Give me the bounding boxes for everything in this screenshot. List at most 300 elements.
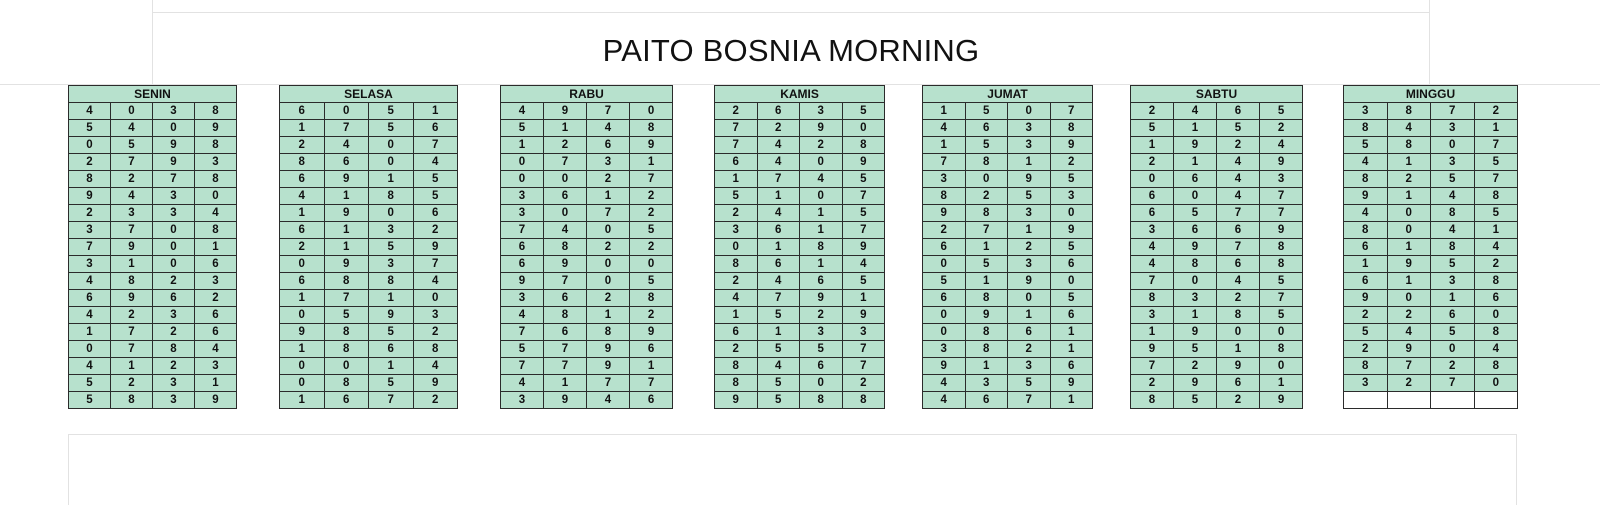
result-cell[interactable]: 2 <box>1344 341 1388 358</box>
result-cell[interactable]: 5 <box>69 375 111 392</box>
result-cell[interactable]: 9 <box>544 103 587 120</box>
result-cell[interactable]: 0 <box>630 256 673 273</box>
result-cell[interactable]: 4 <box>195 205 237 222</box>
result-cell[interactable]: 2 <box>153 358 195 375</box>
result-cell[interactable]: 7 <box>1131 273 1174 290</box>
result-cell[interactable]: 3 <box>1050 188 1093 205</box>
result-cell[interactable]: 3 <box>153 307 195 324</box>
result-cell[interactable]: 1 <box>800 222 843 239</box>
result-cell[interactable]: 8 <box>630 290 673 307</box>
result-cell[interactable]: 9 <box>1344 188 1388 205</box>
result-cell[interactable]: 2 <box>757 120 800 137</box>
result-cell[interactable]: 6 <box>195 324 237 341</box>
result-cell[interactable]: 4 <box>1431 188 1475 205</box>
result-cell[interactable]: 9 <box>544 392 587 409</box>
result-cell[interactable]: 1 <box>965 358 1008 375</box>
result-cell[interactable]: 2 <box>1474 256 1518 273</box>
result-cell[interactable]: 0 <box>1131 171 1174 188</box>
result-cell[interactable]: 1 <box>1387 239 1431 256</box>
result-cell[interactable]: 1 <box>630 358 673 375</box>
result-cell[interactable]: 2 <box>1174 358 1217 375</box>
result-cell[interactable]: 6 <box>1050 256 1093 273</box>
result-cell[interactable]: 6 <box>630 341 673 358</box>
result-cell[interactable]: 2 <box>1131 103 1174 120</box>
result-cell[interactable]: 4 <box>413 358 458 375</box>
result-cell[interactable]: 4 <box>69 273 111 290</box>
result-cell[interactable]: 1 <box>1217 341 1260 358</box>
result-cell[interactable]: 9 <box>1387 341 1431 358</box>
result-cell[interactable]: 0 <box>842 120 885 137</box>
result-cell[interactable]: 9 <box>965 307 1008 324</box>
result-cell[interactable]: 6 <box>280 171 325 188</box>
result-cell[interactable]: 2 <box>413 324 458 341</box>
result-cell[interactable]: 7 <box>1131 358 1174 375</box>
result-cell[interactable]: 3 <box>69 256 111 273</box>
result-cell[interactable]: 0 <box>69 137 111 154</box>
result-cell[interactable]: 8 <box>1131 290 1174 307</box>
result-cell[interactable]: 4 <box>1131 256 1174 273</box>
result-cell[interactable]: 6 <box>280 222 325 239</box>
result-cell[interactable]: 0 <box>965 171 1008 188</box>
result-cell[interactable]: 5 <box>501 120 544 137</box>
result-cell[interactable]: 7 <box>715 137 758 154</box>
result-cell[interactable]: 3 <box>1008 120 1051 137</box>
result-cell[interactable]: 5 <box>69 120 111 137</box>
result-cell[interactable]: 2 <box>153 324 195 341</box>
result-cell[interactable]: 5 <box>324 307 369 324</box>
result-cell[interactable]: 6 <box>800 358 843 375</box>
result-cell[interactable]: 8 <box>842 137 885 154</box>
result-cell[interactable]: 9 <box>324 256 369 273</box>
result-cell[interactable]: 3 <box>842 324 885 341</box>
result-cell[interactable]: 3 <box>1008 256 1051 273</box>
result-cell[interactable]: 3 <box>965 375 1008 392</box>
result-cell[interactable]: 9 <box>413 239 458 256</box>
result-cell[interactable]: 8 <box>715 375 758 392</box>
result-cell[interactable]: 1 <box>1131 324 1174 341</box>
result-cell[interactable]: 2 <box>842 375 885 392</box>
result-cell[interactable]: 1 <box>800 256 843 273</box>
result-cell[interactable]: 1 <box>1387 273 1431 290</box>
result-cell[interactable]: 9 <box>195 120 237 137</box>
result-cell[interactable]: 2 <box>1131 154 1174 171</box>
result-cell[interactable]: 0 <box>544 205 587 222</box>
result-cell[interactable]: 4 <box>501 103 544 120</box>
result-cell[interactable]: 3 <box>587 154 630 171</box>
result-cell[interactable] <box>1344 392 1388 409</box>
result-cell[interactable]: 0 <box>1431 341 1475 358</box>
result-cell[interactable]: 5 <box>842 273 885 290</box>
result-cell[interactable]: 1 <box>195 375 237 392</box>
result-cell[interactable]: 0 <box>1431 137 1475 154</box>
result-cell[interactable]: 1 <box>757 188 800 205</box>
result-cell[interactable]: 9 <box>280 324 325 341</box>
result-cell[interactable]: 6 <box>280 273 325 290</box>
result-cell[interactable]: 9 <box>324 171 369 188</box>
result-cell[interactable]: 1 <box>1050 341 1093 358</box>
result-cell[interactable]: 6 <box>1474 290 1518 307</box>
result-cell[interactable]: 6 <box>195 256 237 273</box>
result-cell[interactable]: 3 <box>501 188 544 205</box>
result-cell[interactable]: 3 <box>1431 154 1475 171</box>
result-cell[interactable]: 1 <box>369 358 414 375</box>
result-cell[interactable]: 6 <box>965 392 1008 409</box>
result-cell[interactable]: 7 <box>1217 239 1260 256</box>
result-cell[interactable]: 7 <box>842 188 885 205</box>
result-cell[interactable]: 5 <box>630 273 673 290</box>
result-cell[interactable]: 9 <box>153 154 195 171</box>
result-cell[interactable]: 6 <box>1050 358 1093 375</box>
result-cell[interactable]: 3 <box>1008 358 1051 375</box>
result-cell[interactable]: 5 <box>757 375 800 392</box>
result-cell[interactable]: 1 <box>413 103 458 120</box>
result-cell[interactable]: 3 <box>715 222 758 239</box>
result-cell[interactable]: 4 <box>69 307 111 324</box>
result-cell[interactable]: 9 <box>501 273 544 290</box>
result-cell[interactable]: 1 <box>715 307 758 324</box>
result-cell[interactable]: 0 <box>1260 358 1303 375</box>
result-cell[interactable]: 8 <box>1260 341 1303 358</box>
result-cell[interactable]: 1 <box>800 205 843 222</box>
result-cell[interactable]: 2 <box>111 375 153 392</box>
result-cell[interactable]: 5 <box>965 137 1008 154</box>
result-cell[interactable]: 4 <box>1260 137 1303 154</box>
result-cell[interactable]: 2 <box>715 341 758 358</box>
result-cell[interactable]: 0 <box>1474 375 1518 392</box>
result-cell[interactable]: 5 <box>111 137 153 154</box>
result-cell[interactable]: 3 <box>195 273 237 290</box>
result-cell[interactable]: 4 <box>280 188 325 205</box>
result-cell[interactable]: 9 <box>1174 324 1217 341</box>
result-cell[interactable]: 0 <box>1050 205 1093 222</box>
result-cell[interactable]: 8 <box>324 375 369 392</box>
result-cell[interactable]: 5 <box>965 256 1008 273</box>
result-cell[interactable]: 0 <box>1008 103 1051 120</box>
result-cell[interactable]: 9 <box>923 358 966 375</box>
result-cell[interactable]: 2 <box>1217 290 1260 307</box>
result-cell[interactable]: 8 <box>1387 137 1431 154</box>
result-cell[interactable]: 8 <box>1431 205 1475 222</box>
result-cell[interactable]: 9 <box>369 307 414 324</box>
result-cell[interactable]: 3 <box>369 222 414 239</box>
result-cell[interactable]: 2 <box>69 154 111 171</box>
result-cell[interactable]: 8 <box>280 154 325 171</box>
result-cell[interactable]: 0 <box>715 239 758 256</box>
result-cell[interactable]: 5 <box>1008 375 1051 392</box>
result-cell[interactable]: 2 <box>965 188 1008 205</box>
result-cell[interactable]: 2 <box>715 273 758 290</box>
result-cell[interactable]: 8 <box>195 103 237 120</box>
result-cell[interactable]: 0 <box>1260 324 1303 341</box>
result-cell[interactable] <box>1431 392 1475 409</box>
result-cell[interactable]: 5 <box>1344 137 1388 154</box>
result-cell[interactable]: 2 <box>111 307 153 324</box>
result-cell[interactable]: 3 <box>195 358 237 375</box>
result-cell[interactable]: 6 <box>757 222 800 239</box>
result-cell[interactable]: 8 <box>153 341 195 358</box>
result-cell[interactable]: 0 <box>630 103 673 120</box>
result-cell[interactable]: 7 <box>842 222 885 239</box>
result-cell[interactable]: 7 <box>587 375 630 392</box>
result-cell[interactable]: 8 <box>1260 239 1303 256</box>
result-cell[interactable]: 6 <box>1344 239 1388 256</box>
result-cell[interactable]: 7 <box>715 120 758 137</box>
result-cell[interactable]: 2 <box>280 239 325 256</box>
result-cell[interactable]: 3 <box>923 171 966 188</box>
result-cell[interactable]: 9 <box>842 239 885 256</box>
result-cell[interactable]: 6 <box>280 103 325 120</box>
result-cell[interactable]: 2 <box>1474 103 1518 120</box>
result-cell[interactable]: 3 <box>153 188 195 205</box>
result-cell[interactable]: 6 <box>757 103 800 120</box>
result-cell[interactable]: 4 <box>1217 154 1260 171</box>
result-cell[interactable]: 4 <box>757 137 800 154</box>
result-cell[interactable]: 8 <box>369 188 414 205</box>
result-cell[interactable]: 8 <box>800 392 843 409</box>
result-cell[interactable]: 9 <box>324 205 369 222</box>
result-cell[interactable]: 6 <box>369 341 414 358</box>
result-cell[interactable]: 2 <box>1387 171 1431 188</box>
result-cell[interactable]: 6 <box>630 392 673 409</box>
result-cell[interactable]: 0 <box>923 256 966 273</box>
result-cell[interactable]: 0 <box>280 307 325 324</box>
result-cell[interactable]: 0 <box>544 171 587 188</box>
result-cell[interactable]: 7 <box>630 375 673 392</box>
result-cell[interactable]: 5 <box>1344 324 1388 341</box>
result-cell[interactable]: 5 <box>413 188 458 205</box>
result-cell[interactable]: 3 <box>1008 205 1051 222</box>
result-cell[interactable]: 1 <box>1474 222 1518 239</box>
result-cell[interactable]: 3 <box>1260 171 1303 188</box>
result-cell[interactable]: 4 <box>111 188 153 205</box>
result-cell[interactable]: 9 <box>800 120 843 137</box>
result-cell[interactable]: 4 <box>195 341 237 358</box>
result-cell[interactable]: 8 <box>1344 171 1388 188</box>
result-cell[interactable]: 7 <box>1008 392 1051 409</box>
result-cell[interactable]: 9 <box>715 392 758 409</box>
result-cell[interactable]: 5 <box>501 341 544 358</box>
result-cell[interactable]: 4 <box>1217 188 1260 205</box>
result-cell[interactable]: 6 <box>923 239 966 256</box>
result-cell[interactable]: 9 <box>1131 341 1174 358</box>
result-cell[interactable]: 1 <box>630 154 673 171</box>
result-cell[interactable]: 3 <box>501 392 544 409</box>
result-cell[interactable]: 6 <box>1217 256 1260 273</box>
result-cell[interactable]: 1 <box>195 239 237 256</box>
result-cell[interactable]: 9 <box>1008 171 1051 188</box>
result-cell[interactable]: 5 <box>369 375 414 392</box>
result-cell[interactable]: 8 <box>965 324 1008 341</box>
result-cell[interactable]: 7 <box>413 137 458 154</box>
result-cell[interactable]: 9 <box>1174 239 1217 256</box>
result-cell[interactable]: 8 <box>1131 392 1174 409</box>
result-cell[interactable]: 6 <box>195 307 237 324</box>
result-cell[interactable]: 5 <box>1260 273 1303 290</box>
result-cell[interactable]: 3 <box>1344 103 1388 120</box>
result-cell[interactable]: 3 <box>195 154 237 171</box>
result-cell[interactable]: 7 <box>544 358 587 375</box>
result-cell[interactable]: 6 <box>413 120 458 137</box>
result-cell[interactable]: 7 <box>413 256 458 273</box>
result-cell[interactable]: 0 <box>369 205 414 222</box>
result-cell[interactable]: 7 <box>501 324 544 341</box>
result-cell[interactable]: 6 <box>1174 222 1217 239</box>
result-cell[interactable]: 7 <box>324 120 369 137</box>
result-cell[interactable]: 4 <box>587 392 630 409</box>
result-cell[interactable]: 1 <box>1050 392 1093 409</box>
result-cell[interactable]: 1 <box>1387 154 1431 171</box>
result-cell[interactable]: 8 <box>1217 307 1260 324</box>
result-cell[interactable]: 1 <box>280 120 325 137</box>
result-cell[interactable]: 4 <box>923 375 966 392</box>
result-cell[interactable]: 7 <box>111 324 153 341</box>
result-cell[interactable]: 1 <box>1174 120 1217 137</box>
day-header[interactable]: SABTU <box>1131 86 1303 103</box>
result-cell[interactable]: 2 <box>800 137 843 154</box>
result-cell[interactable]: 2 <box>1008 341 1051 358</box>
result-cell[interactable]: 6 <box>715 324 758 341</box>
result-cell[interactable]: 9 <box>842 307 885 324</box>
result-cell[interactable]: 5 <box>1050 171 1093 188</box>
result-cell[interactable]: 2 <box>69 205 111 222</box>
result-cell[interactable]: 5 <box>1174 341 1217 358</box>
result-cell[interactable]: 7 <box>1217 205 1260 222</box>
result-cell[interactable]: 2 <box>800 307 843 324</box>
result-cell[interactable]: 1 <box>965 239 1008 256</box>
result-cell[interactable]: 1 <box>324 239 369 256</box>
result-cell[interactable]: 8 <box>413 341 458 358</box>
result-cell[interactable]: 2 <box>153 273 195 290</box>
result-cell[interactable]: 3 <box>923 341 966 358</box>
result-cell[interactable]: 1 <box>587 188 630 205</box>
result-cell[interactable]: 7 <box>1474 171 1518 188</box>
result-cell[interactable]: 0 <box>923 307 966 324</box>
result-cell[interactable]: 3 <box>69 222 111 239</box>
result-cell[interactable]: 0 <box>69 341 111 358</box>
result-cell[interactable]: 8 <box>1050 120 1093 137</box>
result-cell[interactable]: 5 <box>923 273 966 290</box>
result-cell[interactable]: 9 <box>587 358 630 375</box>
result-cell[interactable]: 1 <box>324 188 369 205</box>
result-cell[interactable]: 0 <box>587 222 630 239</box>
result-cell[interactable]: 9 <box>1344 290 1388 307</box>
result-cell[interactable]: 8 <box>69 171 111 188</box>
result-cell[interactable]: 6 <box>1217 222 1260 239</box>
result-cell[interactable]: 4 <box>413 154 458 171</box>
result-cell[interactable]: 7 <box>1260 188 1303 205</box>
result-cell[interactable]: 1 <box>280 290 325 307</box>
result-cell[interactable]: 3 <box>111 205 153 222</box>
result-cell[interactable]: 4 <box>757 358 800 375</box>
result-cell[interactable]: 9 <box>1050 375 1093 392</box>
result-cell[interactable]: 4 <box>1344 154 1388 171</box>
result-cell[interactable]: 0 <box>800 188 843 205</box>
result-cell[interactable]: 1 <box>280 341 325 358</box>
result-cell[interactable]: 6 <box>965 120 1008 137</box>
result-cell[interactable]: 1 <box>544 120 587 137</box>
result-cell[interactable]: 9 <box>842 154 885 171</box>
result-cell[interactable]: 1 <box>369 171 414 188</box>
result-cell[interactable]: 7 <box>1050 103 1093 120</box>
result-cell[interactable]: 9 <box>923 205 966 222</box>
result-cell[interactable]: 4 <box>501 375 544 392</box>
result-cell[interactable]: 3 <box>1008 137 1051 154</box>
result-cell[interactable]: 1 <box>1050 324 1093 341</box>
result-cell[interactable]: 5 <box>1474 205 1518 222</box>
result-cell[interactable]: 0 <box>1474 307 1518 324</box>
result-cell[interactable]: 7 <box>1260 205 1303 222</box>
result-cell[interactable]: 8 <box>965 290 1008 307</box>
result-cell[interactable]: 5 <box>1431 171 1475 188</box>
day-header[interactable]: SELASA <box>280 86 458 103</box>
result-cell[interactable]: 5 <box>1174 392 1217 409</box>
result-cell[interactable]: 6 <box>501 256 544 273</box>
result-cell[interactable]: 8 <box>1260 256 1303 273</box>
result-cell[interactable]: 0 <box>153 256 195 273</box>
result-cell[interactable]: 8 <box>369 273 414 290</box>
result-cell[interactable]: 9 <box>1387 256 1431 273</box>
result-cell[interactable]: 0 <box>413 290 458 307</box>
result-cell[interactable]: 1 <box>111 358 153 375</box>
result-cell[interactable]: 4 <box>1387 120 1431 137</box>
result-cell[interactable]: 3 <box>1131 307 1174 324</box>
result-cell[interactable]: 5 <box>1008 188 1051 205</box>
result-cell[interactable]: 6 <box>544 324 587 341</box>
result-cell[interactable]: 4 <box>923 392 966 409</box>
result-cell[interactable]: 2 <box>587 290 630 307</box>
result-cell[interactable]: 6 <box>1174 171 1217 188</box>
result-cell[interactable]: 2 <box>630 239 673 256</box>
result-cell[interactable]: 5 <box>842 171 885 188</box>
result-cell[interactable]: 4 <box>324 137 369 154</box>
result-cell[interactable]: 1 <box>587 307 630 324</box>
result-cell[interactable]: 0 <box>1217 324 1260 341</box>
result-cell[interactable]: 9 <box>69 188 111 205</box>
result-cell[interactable]: 2 <box>544 137 587 154</box>
result-cell[interactable]: 0 <box>1387 290 1431 307</box>
result-cell[interactable]: 2 <box>923 222 966 239</box>
result-cell[interactable]: 1 <box>1174 307 1217 324</box>
result-cell[interactable]: 7 <box>1387 358 1431 375</box>
result-cell[interactable]: 5 <box>757 392 800 409</box>
result-cell[interactable]: 7 <box>965 222 1008 239</box>
result-cell[interactable]: 4 <box>111 120 153 137</box>
day-header[interactable]: SENIN <box>69 86 237 103</box>
result-cell[interactable]: 7 <box>757 171 800 188</box>
result-cell[interactable]: 0 <box>1008 290 1051 307</box>
result-cell[interactable]: 7 <box>544 273 587 290</box>
result-cell[interactable]: 4 <box>1217 171 1260 188</box>
result-cell[interactable]: 9 <box>1050 222 1093 239</box>
result-cell[interactable]: 0 <box>369 137 414 154</box>
day-header[interactable]: KAMIS <box>715 86 885 103</box>
result-cell[interactable]: 7 <box>544 154 587 171</box>
result-cell[interactable]: 2 <box>1217 392 1260 409</box>
result-cell[interactable]: 8 <box>111 392 153 409</box>
result-cell[interactable]: 7 <box>757 290 800 307</box>
result-cell[interactable]: 1 <box>69 324 111 341</box>
result-cell[interactable]: 1 <box>111 256 153 273</box>
result-cell[interactable]: 1 <box>1008 307 1051 324</box>
result-cell[interactable]: 5 <box>1131 120 1174 137</box>
result-cell[interactable]: 8 <box>1344 358 1388 375</box>
result-cell[interactable]: 8 <box>842 392 885 409</box>
result-cell[interactable]: 4 <box>757 273 800 290</box>
result-cell[interactable]: 0 <box>1387 222 1431 239</box>
result-cell[interactable]: 8 <box>544 239 587 256</box>
result-cell[interactable]: 6 <box>715 154 758 171</box>
result-cell[interactable]: 1 <box>965 273 1008 290</box>
